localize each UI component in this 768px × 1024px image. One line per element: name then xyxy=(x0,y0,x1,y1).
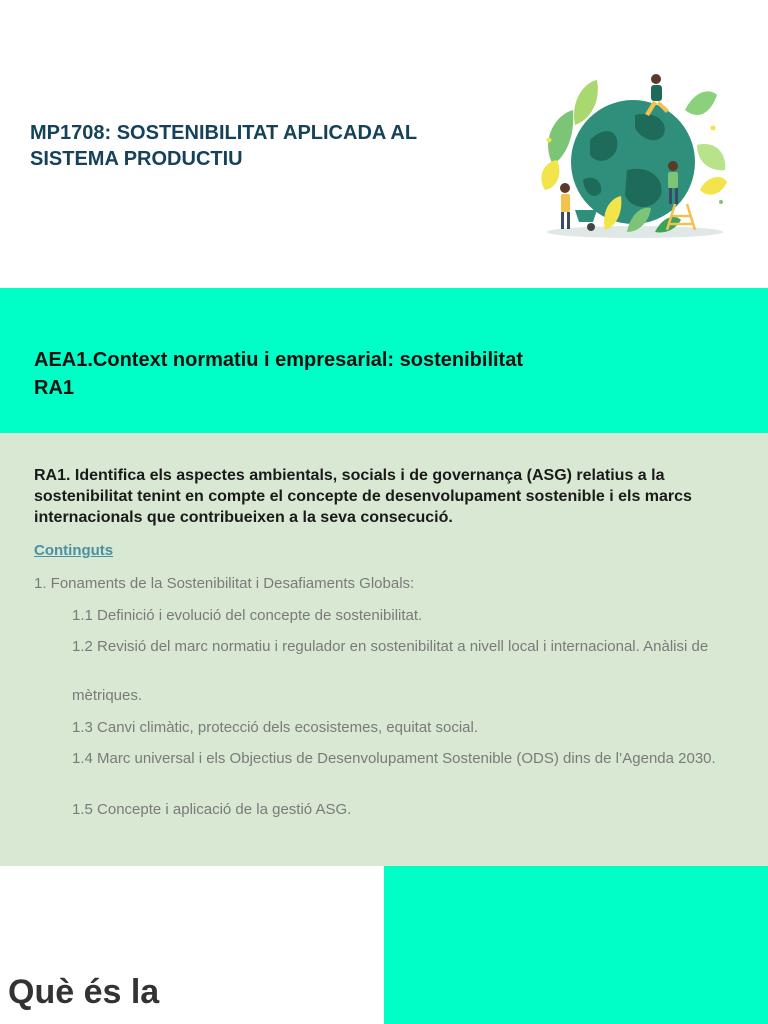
contents-item-1-2-continued: mètriques. xyxy=(72,687,143,704)
header xyxy=(0,0,768,288)
contents-item-1-3: 1.3 Canvi climàtic, protecció dels ecosistemes, equitat social. xyxy=(72,719,479,736)
contents-item-1: 1. Fonaments de la Sostenibilitat i Desafiaments Globals: xyxy=(34,575,415,592)
course-title: MP1708: SOSTENIBILITAT APLICADA AL SISTEMA PRODUCTIU xyxy=(30,122,417,170)
contents-item-1-2: 1.2 Revisió del marc normatiu i regulador en sostenibilitat a nivell local i internacional. Anàlisi de xyxy=(72,638,709,655)
bottom-section xyxy=(0,866,768,1024)
banner-title-line-1: AEA1.Context normatiu i empresarial: sostenibilitat xyxy=(34,349,523,371)
contents-item-1-4: 1.4 Marc universal i els Objectius de Desenvolupament Sostenible (ODS) dins de l’Agenda 2030. xyxy=(72,750,716,767)
contents-item-1-1: 1.1 Definició i evolució del concepte de sostenibilitat. xyxy=(72,607,423,624)
section-heading: Què és la xyxy=(8,973,160,1011)
learning-outcome-text: RA1. Identifica els aspectes ambientals, socials i de governança (ASG) relatius a la sostenibilitat tenint en compte el concepte de desenvolupament sostenible i els marcs internacionals que contribueixen a la seva consecució. xyxy=(34,467,692,526)
contents-item-1-5: 1.5 Concepte i aplicació de la gestió ASG. xyxy=(72,801,352,818)
earth-sustainability-illustration-icon xyxy=(535,70,730,245)
banner-title-line-2: RA1 xyxy=(34,377,75,399)
contents-link[interactable]: Continguts xyxy=(34,542,114,559)
accent-block xyxy=(384,866,768,1024)
banner-title xyxy=(34,346,523,402)
content-panel xyxy=(0,433,768,866)
section-banner xyxy=(0,288,768,433)
